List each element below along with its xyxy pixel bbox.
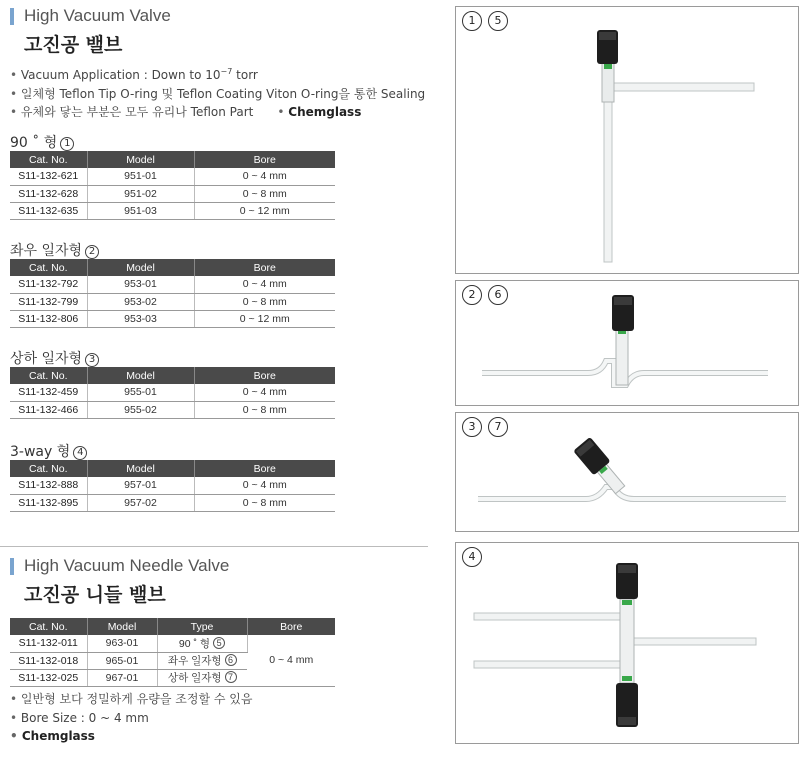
valve-3way-illustration bbox=[456, 543, 800, 745]
spec-table: Cat. No. Model Bore S11-132-621 951-01 0 ~ 4 mm S11-132-628 951-02 0 ~ 8 mm S11-132-635 951-03 0 ~ 12 mm bbox=[10, 151, 335, 220]
spec-table: Cat. No. Model Bore S11-132-792 953-01 0 ~ 4 mm S11-132-799 953-02 0 ~ 8 mm S11-132-806 953-03 0 ~ 12 mm bbox=[10, 259, 335, 328]
table-row: S11-132-011 963-01 90 ˚ 형 5 0 ~ 4 mm bbox=[10, 635, 335, 652]
label-circle: 2 bbox=[462, 285, 482, 305]
feature-list bbox=[10, 63, 425, 122]
group-title: 3-way 형 4 bbox=[10, 441, 87, 461]
valve-90deg-illustration bbox=[456, 7, 800, 275]
table-row: S11-132-792 953-01 0 ~ 4 mm bbox=[10, 276, 335, 293]
table-row: S11-132-888 957-01 0 ~ 4 mm bbox=[10, 477, 335, 494]
section-title-ko: 고진공 밸브 bbox=[24, 34, 123, 56]
needle-feature-list bbox=[10, 690, 252, 746]
group-title: 좌우 일자형 2 bbox=[10, 240, 99, 260]
valve-vertical-illustration bbox=[456, 413, 800, 533]
table-row: S11-132-806 953-03 0 ~ 12 mm bbox=[10, 310, 335, 327]
label-circle: 7 bbox=[488, 417, 508, 437]
section-title-en: High Vacuum Valve bbox=[24, 6, 171, 25]
section-title-ko: 고진공 니들 밸브 bbox=[24, 584, 166, 606]
table-row: S11-132-799 953-02 0 ~ 8 mm bbox=[10, 293, 335, 310]
product-image-90deg bbox=[455, 6, 799, 274]
spec-table: Cat. No. Model Bore S11-132-459 955-01 0 ~ 4 mm S11-132-466 955-02 0 ~ 8 mm bbox=[10, 367, 335, 419]
table-row: S11-132-635 951-03 0 ~ 12 mm bbox=[10, 202, 335, 219]
brand-label: • Chemglass bbox=[10, 729, 95, 743]
product-image-3way bbox=[455, 542, 799, 744]
table-row: S11-132-895 957-02 0 ~ 8 mm bbox=[10, 494, 335, 511]
table-row: S11-132-466 955-02 0 ~ 8 mm bbox=[10, 401, 335, 418]
product-image-horizontal bbox=[455, 280, 799, 406]
group-title: 90 ˚ 형 1 bbox=[10, 132, 74, 152]
product-image-vertical bbox=[455, 412, 799, 532]
spec-table: Cat. No. Model Bore S11-132-888 957-01 0 ~ 4 mm S11-132-895 957-02 0 ~ 8 mm bbox=[10, 460, 335, 512]
label-circle: 4 bbox=[462, 547, 482, 567]
section-title-en: High Vacuum Needle Valve bbox=[24, 556, 230, 575]
table-row: S11-132-621 951-01 0 ~ 4 mm bbox=[10, 168, 335, 185]
table-row: S11-132-628 951-02 0 ~ 8 mm bbox=[10, 185, 335, 202]
table-row: S11-132-459 955-01 0 ~ 4 mm bbox=[10, 384, 335, 401]
group-title: 상하 일자형 3 bbox=[10, 348, 99, 368]
feature-item: • 유체와 닿는 부분은 모두 유리나 Teflon Part • Chemglass bbox=[10, 105, 362, 119]
accent-bar bbox=[10, 558, 14, 575]
label-circle: 1 bbox=[462, 11, 482, 31]
brand-label: Chemglass bbox=[288, 105, 362, 119]
valve-horizontal-illustration bbox=[456, 281, 800, 407]
label-circle: 5 bbox=[488, 11, 508, 31]
feature-item: • 일반형 보다 정밀하게 유량을 조정할 수 있음 bbox=[10, 692, 253, 706]
feature-item: • Bore Size : 0 ~ 4 mm bbox=[10, 710, 149, 725]
feature-item: • Vacuum Application : Down to $10^{-7}$ torr bbox=[10, 67, 258, 82]
accent-bar bbox=[10, 8, 14, 25]
label-circle: 6 bbox=[488, 285, 508, 305]
table-row: S11-132-025 967-01 상하 일자형 7 bbox=[10, 669, 335, 686]
table-row: S11-132-018 965-01 좌우 일자형 6 bbox=[10, 652, 335, 669]
bore-cell: 0 ~ 4 mm bbox=[247, 635, 335, 686]
label-circle: 3 bbox=[462, 417, 482, 437]
feature-item: • 일체형 Teflon Tip O-ring 및 Teflon Coating Viton O-ring을 통한 Sealing bbox=[10, 86, 426, 101]
section-divider bbox=[0, 546, 428, 547]
needle-spec-table: Cat. No. Model Type Bore S11-132-011 963-01 90 ˚ 형 5 0 ~ 4 mm S11-132-018 965-01 좌우 일자형 6 S11-132-025 967-01 상하 일자형 7 bbox=[10, 618, 335, 687]
